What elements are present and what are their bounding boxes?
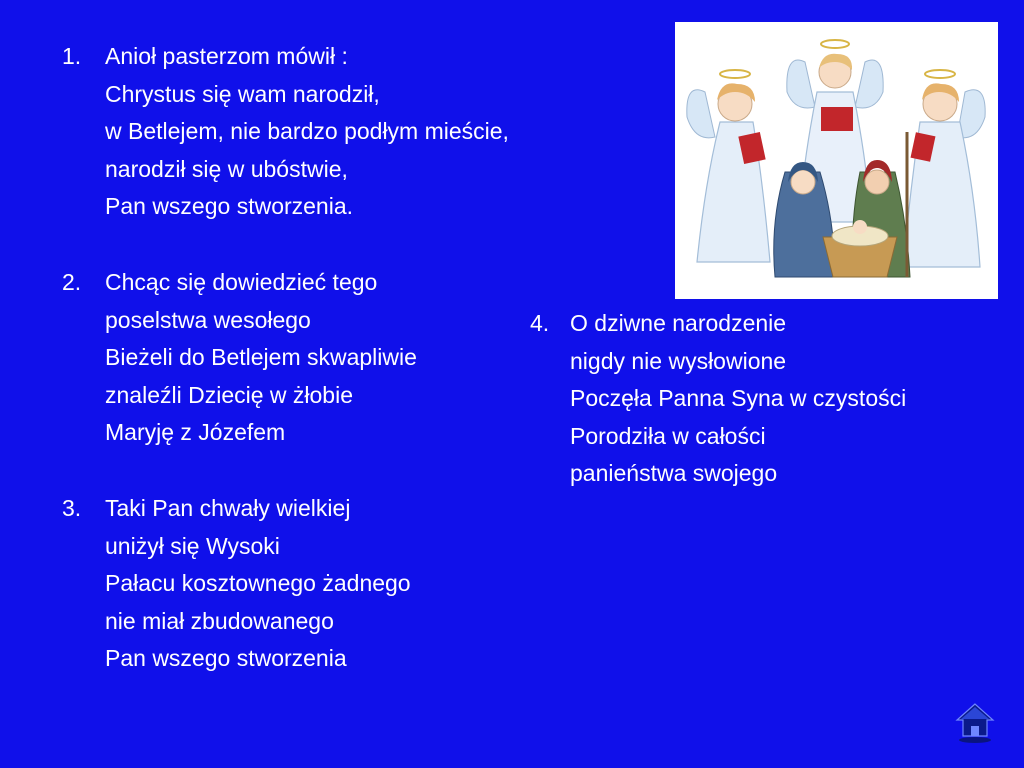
- stanza-line-text: Chrystus się wam narodził,: [105, 80, 380, 107]
- stanza-line-text: O dziwne narodzenie: [570, 310, 787, 336]
- stanza-line-text: Pałacu kosztownego żadnego: [105, 570, 411, 596]
- stanza-line-text: Bieżeli do Betlejem skwapliwie: [105, 344, 417, 370]
- stanza-line-text: Anioł pasterzom mówił :: [105, 43, 348, 69]
- stanza-line-text: nie miał zbudowanego: [105, 607, 334, 634]
- stanza-number: 1.: [62, 43, 82, 69]
- stanza-line-text: poselstwa wesołego: [105, 306, 311, 333]
- stanza-number: 4.: [530, 310, 550, 336]
- stanza-line-text: Pan wszego stworzenia: [105, 645, 347, 671]
- stanza-line-text: Pan wszego stworzenia.: [105, 193, 354, 219]
- stanza-line-text: Chcąc się dowiedzieć tego: [105, 269, 378, 295]
- stanza-line-text: narodził się w ubóstwie,: [105, 155, 348, 182]
- stanza-line-text: Porodziła w całości: [570, 422, 766, 449]
- stanza-number: 2.: [62, 269, 82, 295]
- stanza-line-text: nigdy nie wysłowione: [570, 347, 787, 374]
- stanza-number: 3.: [62, 495, 82, 521]
- nativity-illustration: [675, 22, 998, 299]
- stanza-line-text: uniżył się Wysoki: [105, 532, 280, 559]
- stanza-line-text: w Betlejem, nie bardzo podłym mieście,: [105, 118, 509, 144]
- home-button[interactable]: [955, 700, 995, 744]
- stanza-line-text: Taki Pan chwały wielkiej: [105, 495, 351, 521]
- stanza-line-text: panieństwa swojego: [570, 460, 778, 486]
- home-icon: [955, 700, 995, 744]
- stanza-line-text: Maryję z Józefem: [105, 419, 286, 445]
- stanza-line-text: znaleźli Dziecię w żłobie: [105, 381, 353, 408]
- stanza-line-text: Poczęła Panna Syna w czystości: [570, 385, 907, 411]
